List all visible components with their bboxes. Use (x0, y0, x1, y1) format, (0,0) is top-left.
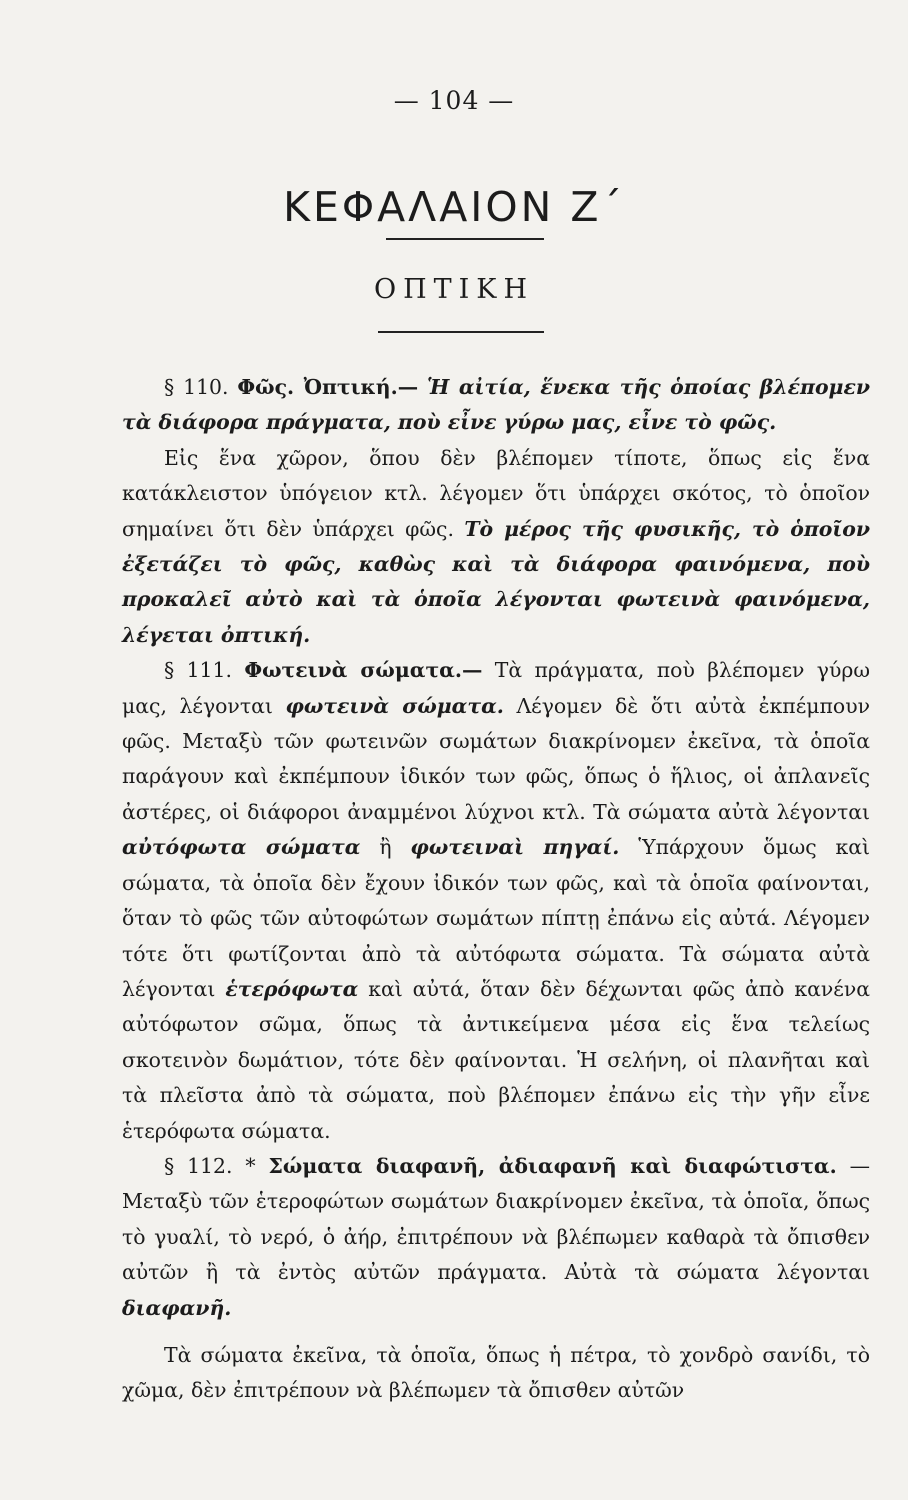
term-luminous-bodies: φωτεινὰ σώματα. (285, 693, 504, 718)
definition-optics: Τὸ μέρος τῆς φυσικῆς, τὸ ὁποῖον ἐξετάζει τὸ φῶς, καθὼς καὶ τὰ διάφορα φαινόμενα, ποὺ προκαλεῖ αὐτὸ καὶ τὰ ὁποῖα λέγονται φωτεινὰ φαινόμενα, λέγεται ὀπτική. (122, 516, 870, 647)
term-illuminated: ἑτερόφωτα (225, 976, 359, 1001)
section-question-110: Ἡ αἰτία, ἕνεκα τῆς ὁποίας βλέπομεν τὰ διάφορα πράγματα, ποὺ εἶνε γύρω μας, εἶνε τὸ φῶς. (122, 375, 871, 435)
text-111-4: Ὑπάρχουν ὅμως καὶ σώματα, τὰ ὁποῖα δὲν ἔχουν ἰδικόν των φῶς, καὶ τὰ ὁποῖα φαίνονται, ὅταν τὸ φῶς τῶν αὐτοφώτων σωμάτων πίπτῃ ἐπάνω εἰς αὐτά. Λέγομεν τότε ὅτι φωτίζονται ἀπὸ τὰ αὐτόφωτα σώματα. Τὰ σώματα αὐτὰ λέγονται (122, 835, 871, 1001)
body-text (122, 370, 870, 1409)
text-111-2: Λέγομεν δὲ ὅτι αὐτὰ ἐκπέμπουν φῶς. Μεταξὺ τῶν φωτεινῶν σωμάτων διακρίνομεν ἐκεῖνα, τὰ ὁποῖα παράγουν καὶ ἐκπέμπουν ἰδικόν των φῶς, ὅπως ὁ ἥλιος, οἱ ἀπλανεῖς ἀστέρες, οἱ διάφοροι ἀναμμένοι λύχνοι κτλ. Τὰ σώματα αὐτὰ λέγονται (122, 693, 870, 824)
term-transparent: διαφανῆ. (122, 1295, 232, 1320)
section-number-110: § 110. (164, 375, 229, 399)
section-heading-112: Σώματα διαφανῆ, ἀδιαφανῆ καὶ διαφώτιστα. (268, 1153, 837, 1178)
title-rule-bottom (378, 331, 544, 333)
term-light-sources: φωτειναὶ πηγαί. (410, 835, 620, 860)
text-110-1: Εἰς ἕνα χῶρον, ὅπου δὲν βλέπομεν τίποτε, ὅπως εἰς ἕνα κατάκλειστον ὑπόγειον κτλ. λέγομεν ὅτι ὑπάρχει σκότος, τὸ ὁποῖον σημαίνει ὅτι δὲν ὑπάρχει φῶς. (122, 445, 870, 541)
paragraph-110-body (122, 441, 870, 653)
chapter-title: ΚΕΦΑΛΑΙΟΝ Ζ΄ (283, 183, 625, 231)
paragraph-110 (122, 370, 870, 441)
page-number: — 104 — (393, 86, 515, 115)
section-heading-110: Φῶς. Ὀπτική.— (237, 375, 419, 399)
term-self-luminous: αὐτόφωτα σώματα (122, 835, 361, 860)
text-111-1: Τὰ πράγματα, ποὺ βλέπομεν γύρω μας, λέγονται (122, 658, 870, 718)
text-112-1: —Μεταξὺ τῶν ἑτεροφώτων σωμάτων διακρίνομεν ἐκεῖνα, τὰ ὁποῖα, ὅπως τὸ γυαλί, τὸ νερό, ὁ ἀήρ, ἐπιτρέπουν νὰ βλέπωμεν καθαρὰ τὰ ὄπισθεν αὐτῶν ἢ τὰ ἐντὸς αὐτῶν πράγματα. Αὐτὰ τὰ σώματα λέγονται (122, 1153, 871, 1285)
section-title: ΟΠΤΙΚΗ (373, 274, 535, 305)
paragraph-111 (122, 653, 870, 1149)
section-heading-111: Φωτεινὰ σώματα.— (244, 658, 483, 683)
paragraph-112 (122, 1149, 870, 1326)
paragraph-112-2: Τὰ σώματα ἐκεῖνα, τὰ ὁποῖα, ὅπως ἡ πέτρα, τὸ χονδρὸ σανίδι, τὸ χῶμα, δὲν ἐπιτρέπουν νὰ βλέπωμεν τὰ ὄπισθεν αὐτῶν (122, 1342, 870, 1403)
text-111-3: ἢ (379, 835, 392, 860)
section-number-112: § 112. * (164, 1153, 256, 1178)
section-number-111: § 111. (164, 658, 232, 683)
title-rule-top (386, 238, 544, 240)
text-111-5: καὶ αὐτά, ὅταν δὲν δέχωνται φῶς ἀπὸ κανένα αὐτόφωτον σῶμα, ὅπως τὰ ἀντικείμενα μέσα εἰς ἕνα τελείως σκοτεινὸν δωμάτιον, τότε δὲν φαίνονται. Ἡ σελήνη, οἱ πλανῆται καὶ τὰ πλεῖστα ἀπὸ τὰ σώματα, ποὺ βλέπομεν ἐπάνω εἰς τὴν γῆν εἶνε ἑτερόφωτα σώματα. (122, 976, 870, 1143)
